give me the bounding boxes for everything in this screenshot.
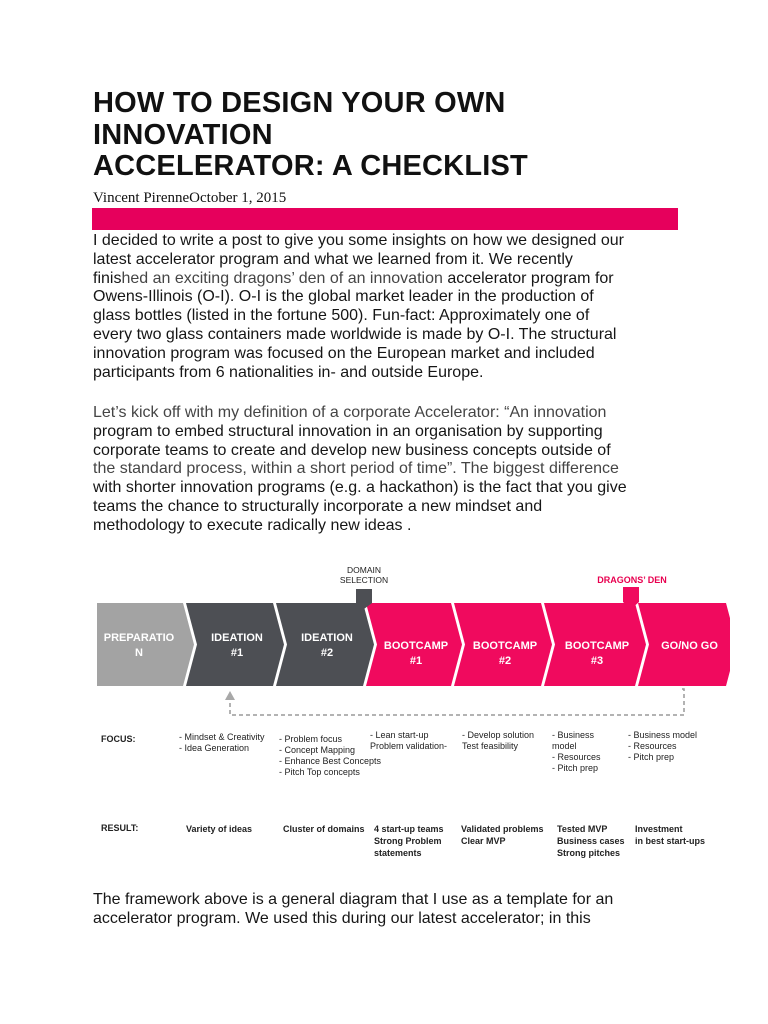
domain-selection-label: DOMAIN bbox=[347, 565, 381, 575]
focus-label: FOCUS: bbox=[101, 734, 136, 744]
focus-item: - Concept Mapping bbox=[279, 745, 356, 755]
title-line: INNOVATION bbox=[93, 118, 273, 151]
result-item: Clear MVP bbox=[461, 836, 506, 846]
text-line bbox=[93, 517, 693, 536]
stage-label: N bbox=[135, 647, 143, 659]
text-segment: innovation program was focused on the European market and included bbox=[93, 344, 595, 362]
focus-item: - Resources bbox=[552, 752, 601, 762]
text-line bbox=[93, 460, 693, 479]
text-segment: Let’s kick off with my definition of a corporate Accelerator: “An innovation bbox=[93, 404, 607, 421]
text-line bbox=[93, 404, 693, 423]
result-item: statements bbox=[374, 848, 422, 858]
text-line bbox=[93, 498, 693, 517]
focus-item: - Problem focus bbox=[279, 734, 343, 744]
text-line bbox=[93, 232, 693, 251]
text-segment: Owens-Illinois (O-I). O-I is the global market leader in the production of bbox=[93, 288, 594, 306]
focus-item: - Pitch prep bbox=[628, 752, 675, 762]
result-item: in best start-ups bbox=[635, 836, 706, 846]
text-segment: hed an exciting dragons’ den of an innovation bbox=[121, 269, 443, 287]
result-item: Strong Problem bbox=[374, 836, 442, 846]
text-segment: corporate teams to create and develop new business concepts outside of bbox=[93, 441, 611, 459]
result-item: Cluster of domains bbox=[283, 824, 365, 834]
result-item: Tested MVP bbox=[557, 824, 608, 834]
text-line bbox=[93, 364, 693, 383]
author-name: Vincent Pirenne bbox=[93, 190, 190, 206]
byline bbox=[93, 190, 286, 207]
focus-item: - Business bbox=[552, 730, 595, 740]
stage-label: #2 bbox=[498, 655, 512, 667]
text-segment: with shorter innovation programs (e.g. a hackathon) is the fact that you give bbox=[93, 479, 627, 497]
stage-label: IDEATION bbox=[301, 632, 353, 644]
text-line bbox=[93, 442, 693, 461]
article-title bbox=[93, 88, 693, 183]
domain-selection-label: SELECTION bbox=[339, 575, 389, 585]
focus-item: Test feasibility bbox=[462, 741, 519, 751]
stage-label: #1 bbox=[409, 655, 423, 667]
text-segment: finis bbox=[93, 269, 122, 287]
text-line bbox=[93, 345, 693, 364]
intro-paragraph bbox=[93, 232, 693, 382]
accelerator-framework-diagram bbox=[90, 560, 730, 870]
stage-label: BOOTCAMP bbox=[383, 640, 449, 652]
feedback-loop-arrow bbox=[225, 691, 235, 700]
text-line bbox=[93, 251, 693, 270]
stage-label: #3 bbox=[590, 655, 604, 667]
stage-chevron bbox=[186, 603, 284, 686]
result-item: Investment bbox=[635, 824, 683, 834]
text-segment: teams the chance to structurally incorporate a new mindset and bbox=[93, 497, 543, 515]
stage-label: BOOTCAMP bbox=[564, 640, 630, 652]
focus-item: Problem validation- bbox=[370, 741, 448, 751]
text-line bbox=[93, 270, 693, 289]
focus-item: - Mindset & Creativity bbox=[179, 732, 265, 742]
text-segment: methodology to execute radically new ideas . bbox=[93, 516, 412, 534]
text-segment: program to embed structural innovation in an organisation by supporting bbox=[93, 422, 603, 440]
framework-paragraph bbox=[93, 891, 693, 929]
text-line bbox=[93, 288, 693, 307]
text-segment: the standard process, within a short period of time”. The biggest difference bbox=[93, 460, 619, 478]
focus-item: - Develop solution bbox=[462, 730, 535, 740]
stage-label: #1 bbox=[230, 647, 244, 659]
text-segment: I decided to write a post to give you some insights on how we designed our bbox=[93, 232, 624, 249]
result-item: Validated problems bbox=[461, 824, 544, 834]
text-segment: latest accelerator program and what we learned from it. We recently bbox=[93, 250, 573, 268]
result-item: Variety of ideas bbox=[186, 824, 253, 834]
result-label: RESULT: bbox=[101, 823, 139, 833]
dragons-den-label: DRAGONS’ DEN bbox=[597, 575, 667, 585]
stage-label: IDEATION bbox=[211, 632, 263, 644]
title-line: ACCELERATOR: A CHECKLIST bbox=[93, 150, 528, 182]
focus-item: - Pitch Top concepts bbox=[279, 767, 360, 777]
focus-item: - Resources bbox=[628, 741, 677, 751]
text-segment: accelerator program for bbox=[442, 269, 614, 287]
accent-bar bbox=[92, 208, 678, 230]
publish-date: October 1, 2015 bbox=[189, 190, 287, 206]
text-line bbox=[93, 307, 693, 326]
text-line bbox=[93, 326, 693, 345]
text-segment: The framework above is a general diagram that I use as a template for an bbox=[93, 891, 614, 908]
text-segment: every two glass containers made worldwide is made by O-I. The structural bbox=[93, 325, 617, 343]
stage-chevron bbox=[97, 603, 194, 686]
text-line bbox=[93, 479, 693, 498]
focus-item: - Business model bbox=[628, 730, 698, 740]
text-line bbox=[93, 910, 693, 929]
focus-item: model bbox=[552, 741, 577, 751]
focus-item: - Enhance Best Concepts bbox=[279, 756, 382, 766]
focus-item: - Lean start-up bbox=[370, 730, 429, 740]
text-segment: participants from 6 nationalities in- and outside Europe. bbox=[93, 363, 484, 381]
stage-chevron bbox=[276, 603, 374, 686]
feedback-loop-line bbox=[230, 689, 684, 715]
stage-label: BOOTCAMP bbox=[472, 640, 538, 652]
result-item: 4 start-up teams bbox=[374, 824, 444, 834]
result-item: Strong pitches bbox=[557, 848, 621, 858]
text-segment: glass bottles (listed in the fortune 500). Fun-fact: Approximately one of bbox=[93, 307, 590, 325]
stage-label: PREPARATIO bbox=[103, 632, 175, 644]
stage-label: GO/NO GO bbox=[661, 640, 718, 652]
focus-item: - Pitch prep bbox=[552, 763, 599, 773]
result-item: Business cases bbox=[557, 836, 625, 846]
stage-label: #2 bbox=[320, 647, 334, 659]
focus-item: - Idea Generation bbox=[179, 743, 250, 753]
text-segment: accelerator program. We used this during our latest accelerator; in this bbox=[93, 909, 591, 927]
title-line: HOW TO DESIGN YOUR OWN bbox=[93, 87, 506, 119]
text-line bbox=[93, 891, 693, 910]
definition-paragraph bbox=[93, 404, 693, 536]
text-line bbox=[93, 423, 693, 442]
